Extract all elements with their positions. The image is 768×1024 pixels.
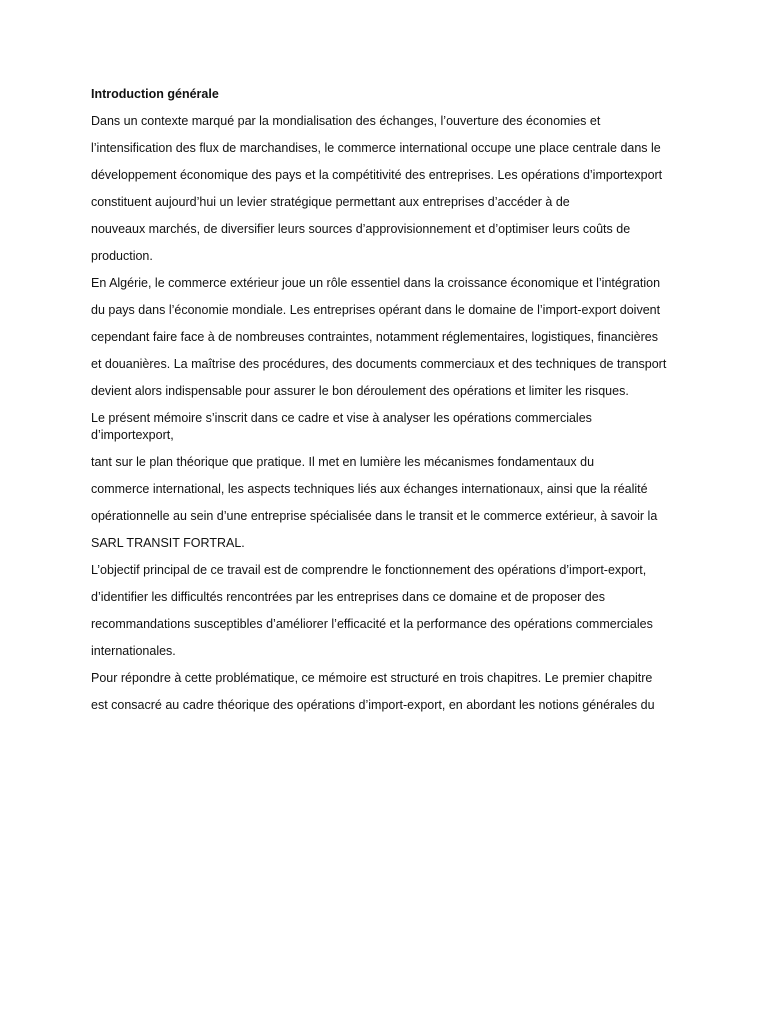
paragraph-line: En Algérie, le commerce extérieur joue un rôle essentiel dans la croissance économique et l’intégration	[91, 276, 661, 290]
paragraph-line: commerce international, les aspects techniques liés aux échanges internationaux, ainsi que la réalité	[91, 482, 648, 496]
paragraph-line: internationales.	[91, 644, 176, 658]
paragraph-line: nouveaux marchés, de diversifier leurs sources d’approvisionnement et d’optimiser leurs coûts de	[91, 222, 631, 236]
paragraph-line: d’identifier les difficultés rencontrées par les entreprises dans ce domaine et de proposer des	[91, 590, 605, 604]
paragraph-line: Le présent mémoire s’inscrit dans ce cadre et vise à analyser les opérations commerciales d’importexport,	[91, 411, 592, 442]
paragraph-line: est consacré au cadre théorique des opérations d’import-export, en abordant les notions générales du	[91, 698, 655, 712]
paragraph-list	[91, 113, 675, 714]
paragraph-line: tant sur le plan théorique que pratique. Il met en lumière les mécanismes fondamentaux du	[91, 455, 595, 469]
paragraph-line: opérationnelle au sein d’une entreprise spécialisée dans le transit et le commerce extérieur, à savoir la	[91, 509, 658, 523]
paragraph-line: développement économique des pays et la compétitivité des entreprises. Les opérations d’importexport	[91, 168, 663, 182]
paragraph-line: du pays dans l’économie mondiale. Les entreprises opérant dans le domaine de l’import-export doivent	[91, 303, 661, 317]
paragraph-line: devient alors indispensable pour assurer le bon déroulement des opérations et limiter les risques.	[91, 384, 629, 398]
document-heading: Introduction générale	[91, 87, 219, 101]
paragraph-line: L’objectif principal de ce travail est de comprendre le fonctionnement des opérations d’import-export,	[91, 563, 647, 577]
paragraph-line: et douanières. La maîtrise des procédures, des documents commerciaux et des techniques de transport	[91, 357, 667, 371]
paragraph-line: constituent aujourd’hui un levier stratégique permettant aux entreprises d’accéder à de	[91, 195, 570, 209]
document-body	[91, 86, 675, 724]
paragraph-line: l’intensification des flux de marchandises, le commerce international occupe une place centrale dans le	[91, 141, 661, 155]
paragraph-line: Dans un contexte marqué par la mondialisation des échanges, l’ouverture des économies et	[91, 114, 601, 128]
paragraph-line: production.	[91, 249, 153, 263]
paragraph-line: recommandations susceptibles d’améliorer l’efficacité et la performance des opérations commerciales	[91, 617, 653, 631]
paragraph-line: SARL TRANSIT FORTRAL.	[91, 536, 245, 550]
paragraph-line: cependant faire face à de nombreuses contraintes, notamment réglementaires, logistiques, financières	[91, 330, 658, 344]
paragraph-line: Pour répondre à cette problématique, ce mémoire est structuré en trois chapitres. Le premier chapitre	[91, 671, 653, 685]
